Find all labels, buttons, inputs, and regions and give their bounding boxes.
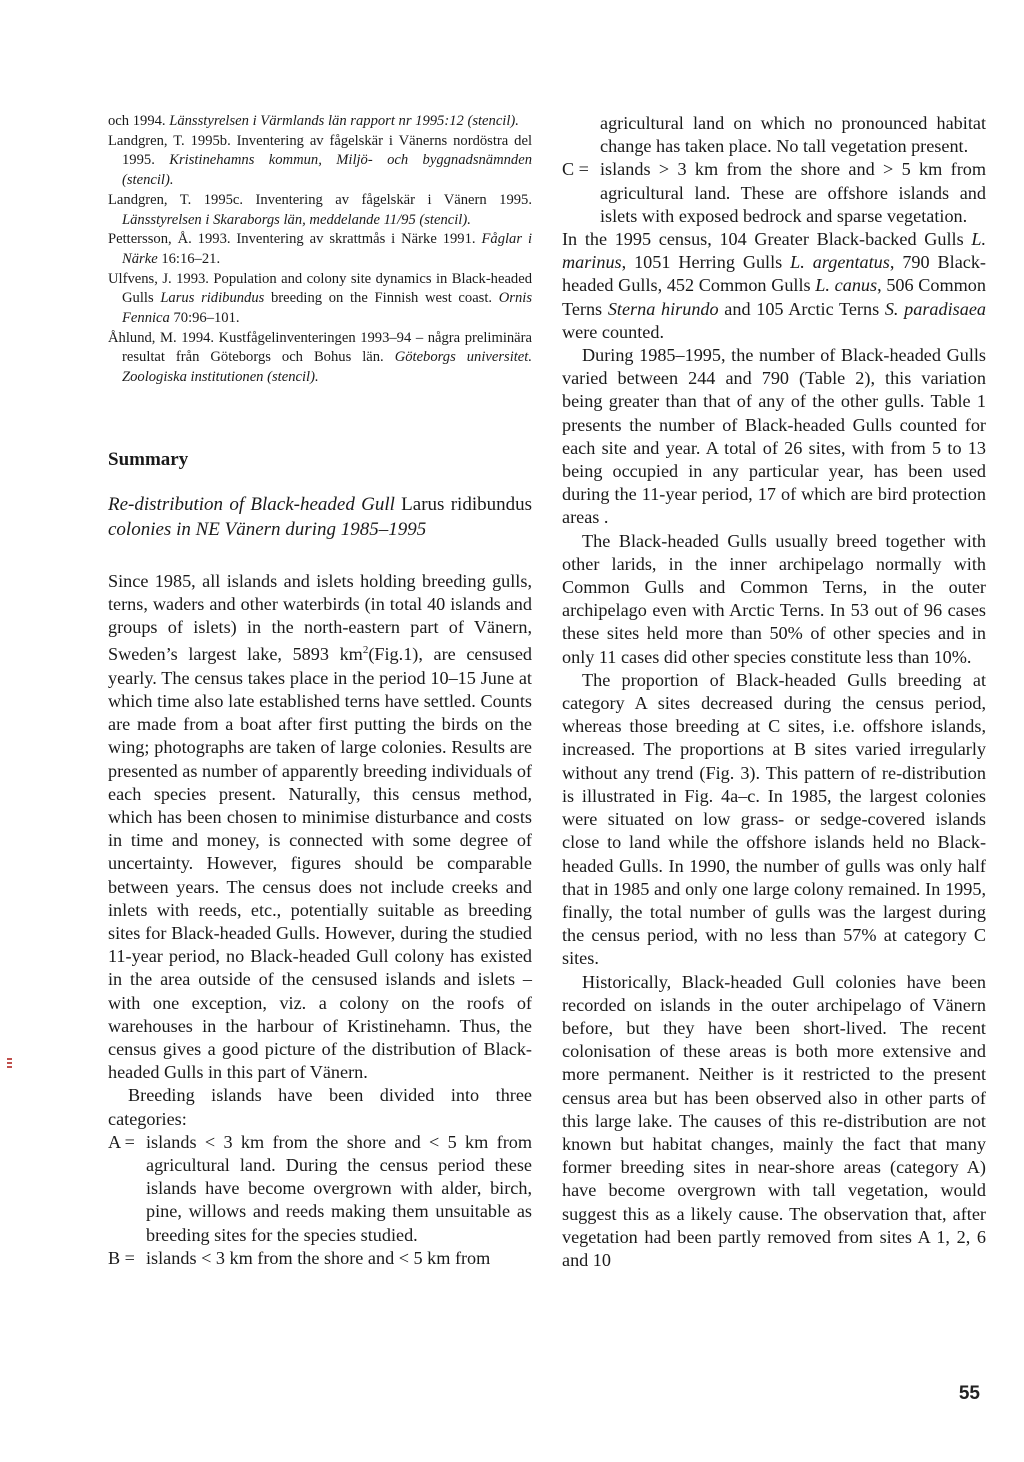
- summary-heading: Summary: [108, 448, 189, 470]
- paragraph: The Black-headed Gulls usually breed together with other larids, in the inner archipelago normally with Common Gulls and Common Terns, in the outer archipelago even with Arctic Terns. In 53 out of 96 cases these sites held more than 50% of other species and in only 11 cases did other species constitute less than 10%.: [562, 530, 986, 667]
- paragraph: Historically, Black-headed Gull colonies have been recorded on islands in the outer archipelago of Vänern before, but they have been short-lived. The recent colonisation of these areas is both more extensive and more permanent. Neither is it restricted to the present census area but has been observed also in other parts of this large lake. The causes of this re-distribution are not known but habitat changes, mainly the fact that many former breeding sites in near-shore areas (category A) have become overgrown with tall vegetation, would suggest this as a likely cause. The observation that, after vegetation had been partly removed from sites A 1, 2, 6 and 10: [562, 971, 986, 1270]
- reference-list: [108, 112, 532, 388]
- summary-body-left: [108, 570, 532, 1270]
- category-b: B = islands < 3 km from the shore and < 5 km from: [108, 1247, 491, 1268]
- paragraph: In the 1995 census, 104 Greater Black-backed Gulls L. marinus, 1051 Herring Gulls L. argentatus, 790 Black-headed Gulls, 452 Common Gulls L. canus, 506 Common Terns Sterna hirundo and 105 Arctic Terns S. paradisaea were counted.: [562, 229, 986, 342]
- reference-item: Åhlund, M. 1994. Kustfågelinventeringen 1993–94 – några preliminära resultat från Göteborgs och Bohus län. Göteborgs universitet. Zoologiska institutionen (stencil).: [108, 329, 532, 386]
- reference-item: Landgren, T. 1995b. Inventering av fågelskär i Vänerns nordöstra del 1995. Kristinehamns kommun, Miljö- och byggnadsnämnden (stencil).: [108, 132, 532, 189]
- reference-item: Landgren, T. 1995c. Inventering av fågelskär i Vänern 1995. Länsstyrelsen i Skaraborgs län, meddelande 11/95 (stencil).: [108, 191, 532, 228]
- summary-subtitle: Re-distribution of Black-headed Gull Larus ridibundus colonies in NE Vänern during 1985–1995: [108, 493, 532, 540]
- category-c: C = islands > 3 km from the shore and > 5 km from agricultural land. These are offshore islands and islets with exposed bedrock and sparse vegetation.: [562, 159, 986, 226]
- left-column: [108, 112, 532, 1270]
- reference-item: och 1994. Länsstyrelsen i Värmlands län rapport nr 1995:12 (stencil).: [108, 113, 519, 129]
- category-b-continued: agricultural land on which no pronounced habitat change has taken place. No tall vegetation present.: [600, 113, 986, 157]
- paragraph: Since 1985, all islands and islets holding breeding gulls, terns, waders and other waterbirds (in total 40 islands and groups of islets) in the north-eastern part of Vänern, Sweden’s largest lake, 5893 $km^2(Fig.1)$, are censused yearly. The census takes place in the period 10–15 June at which time also late established terns have settled. Counts are made from a boat after first putting the birds on the wing; photographs are taken of large colonies. Results are presented as number of apparently breeding individuals of each species present. Naturally, this census method, which has been chosen to minimise disturbance and costs in time and money, is connected with some degree of uncertainty. However, figures should be comparable between years. The census does not include creeks and inlets with reeds, etc., potentially suitable as breeding sites for Black-headed Gulls. However, during the studied 11-year period, no Black-headed Gull colony has existed in the area outside of the censused islands and islets – with one exception, viz. a colony on the roofs of warehouses in the harbour of Kristinehamn. Thus, the census gives a good picture of the distribution of Black-headed Gulls in this part of Vänern.: [108, 570, 532, 1083]
- page-number: 55: [958, 1383, 980, 1404]
- paragraph: The proportion of Black-headed Gulls breeding at category A sites decreased during the census period, whereas those breeding at C sites, i.e. offshore islands, increased. The proportions at B sites varied irregularly without any trend (Fig. 3). This pattern of re-distribution is illustrated in Fig. 4a–c. In 1985, the largest colonies were situated on low grass- or sedge-covered islands close to land while the offshore islands held no Black-headed Gulls. In 1990, the number of gulls was only half that in 1985 and only one large colony remained. In 1995, finally, the total number of gulls was the largest during the census period, with no less than 57% at category C sites.: [562, 669, 986, 969]
- reference-item: Ulfvens, J. 1993. Population and colony site dynamics in Black-headed Gulls Larus ridibundus breeding on the Finnish west coast. Ornis Fennica 70:96–101.: [108, 270, 532, 327]
- margin-mark: [7, 1058, 12, 1072]
- right-column: [562, 112, 986, 1272]
- paragraph: During 1985–1995, the number of Black-headed Gulls varied between 244 and 790 (Table 2), this variation being greater than that of any of the other gulls. Table 1 presents the number of Black-headed Gulls counted for each site and year. A total of 26 sites, with from 5 to 13 being occupied in any particular year, has been used during the 11-year period, 17 of which are bird protection areas .: [562, 345, 986, 528]
- paragraph: Breeding islands have been divided into three categories:: [108, 1085, 532, 1129]
- reference-item: Pettersson, Å. 1993. Inventering av skrattmås i Närke 1991. Fåglar i Närke 16:16–21.: [108, 231, 532, 267]
- category-a: A = islands < 3 km from the shore and < 5 km from agricultural land. During the census period these islands have become overgrown with alder, birch, pine, willows and reeds making them unsuitable as breeding sites for the species studied.: [108, 1131, 532, 1245]
